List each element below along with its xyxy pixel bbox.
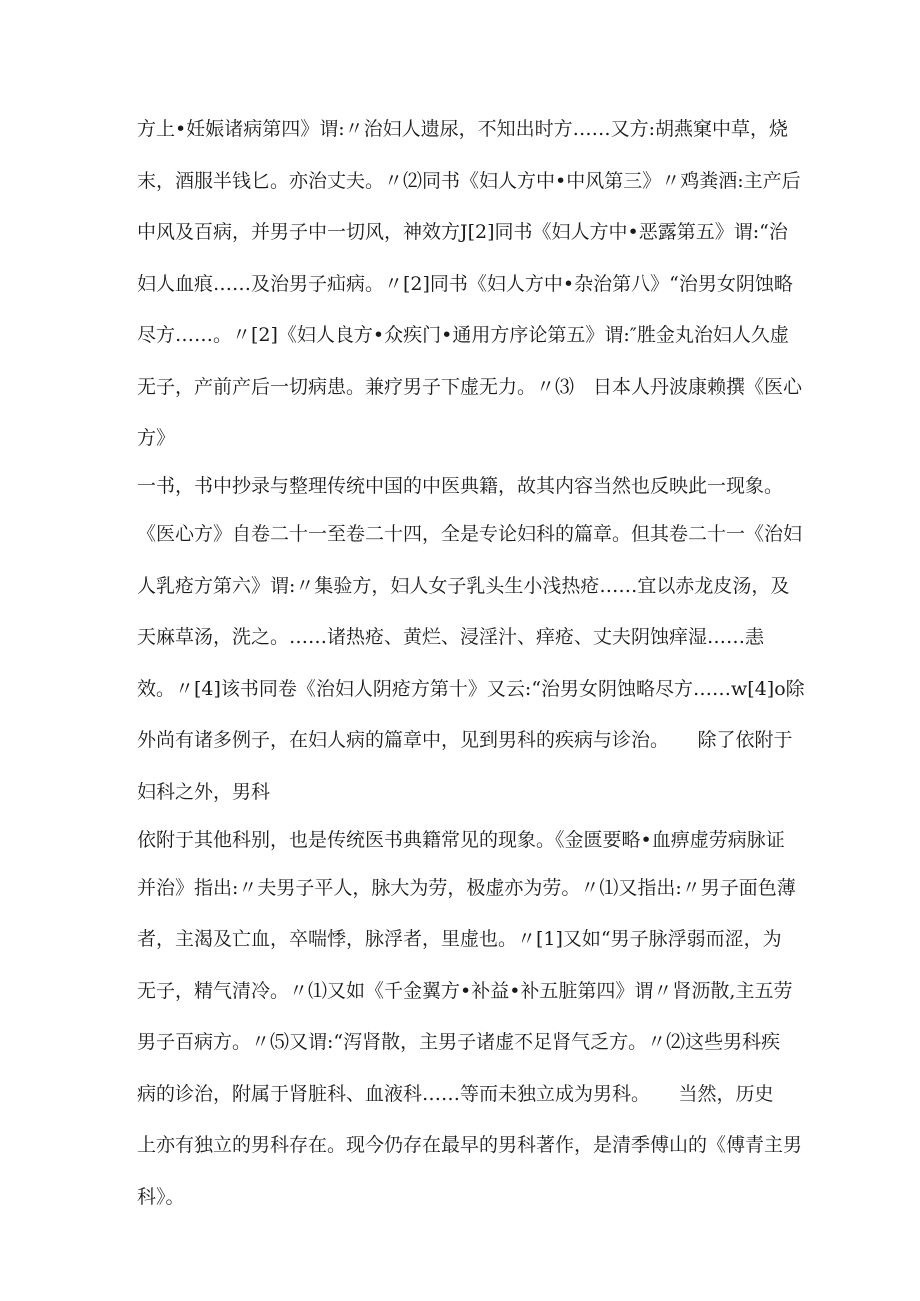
text-line: 效。〃[4]该书同卷《治妇人阴疮方第十》又云:“治男女阴蚀略尽方……w[4]o除: [137, 677, 805, 700]
text-line: 尽方……。〃[2]《妇人良方•众疾门•通用方序论第五》谓:″胜金丸治妇人久虚: [137, 324, 789, 346]
text-line: 男子百病方。〃⑸又谓:“泻肾散，主男子诸虚不足肾气乏方。〃⑵这些男科疾: [137, 1031, 781, 1053]
text-line: 方上•妊娠诸病第四》谓:〃治妇人遗尿，不知出时方……又方:胡燕窠中草，烧: [137, 118, 789, 140]
text-line: 人乳疮方第六》谓:〃集验方，妇人女子乳头生小浅热疮……宜以赤龙皮汤，及: [137, 574, 790, 597]
text-line: 依附于其他科别，也是传统医书典籍常见的现象。《金匮要略•血痹虚劳病脉证: [137, 828, 785, 851]
text-line: 病的诊治，附属于肾脏科、血液科……等而未独立成为男科。 当然，历史: [137, 1082, 774, 1105]
text-line: 无子，产前产后一切病患。兼疗男子下虚无力。〃⑶ 日本人丹波康赖撰《医心: [137, 375, 803, 398]
text-line: 《医心方》自卷二十一至卷二十四，全是专论妇科的篇章。但其卷二十一《治妇: [137, 523, 803, 545]
text-line: 者，主渴及亡血，卒喘悸，脉浮者，里虚也。〃[1]又如“男子脉浮弱而涩，为: [137, 928, 782, 950]
text-line: 天麻草汤，洗之。……诸热疮、黄烂、浸淫汁、痒疮、丈夫阴蚀痒湿……恚: [137, 626, 765, 648]
body-text: [137, 114, 805, 1233]
text-line: 中风及百病，并男子中一切风，神效方J[2]同书《妇人方中•恶露第五》谓:“治: [137, 221, 788, 243]
text-line: 并治》指出:〃夫男子平人，脉大为劳，极虚亦为劳。〃⑴又指出:〃男子面色薄: [137, 876, 796, 899]
text-line: 一书，书中抄录与整理传统中国的中医典籍，故其内容当然也反映此一现象。: [137, 475, 784, 497]
text-line: 妇人血痕……及治男子疝病。〃[2]同书《妇人方中•杂治第八》“治男女阴蚀略: [137, 272, 793, 295]
text-line: 上亦有独立的男科存在。现今仍存在最早的男科著作，是清季傅山的《傅青主男: [137, 1134, 803, 1156]
text-line: 外尚有诸多例子，在妇人病的篇章中，见到男科的疾病与诊治。 除了依附于: [137, 729, 793, 751]
text-line: 方》: [137, 427, 176, 449]
text-line: 科》。: [137, 1185, 185, 1208]
text-line: 妇科之外，男科: [137, 780, 271, 803]
text-line: 无子，精气清冷。〃⑴又如《千金翼方•补益•补五脏第四》谓〃肾沥散,主五劳: [137, 979, 793, 1002]
text-line: 末，酒服半钱匕。亦治丈夫。〃⑵同书《妇人方中•中风第三》〃鸡粪酒:主产后: [137, 169, 801, 192]
